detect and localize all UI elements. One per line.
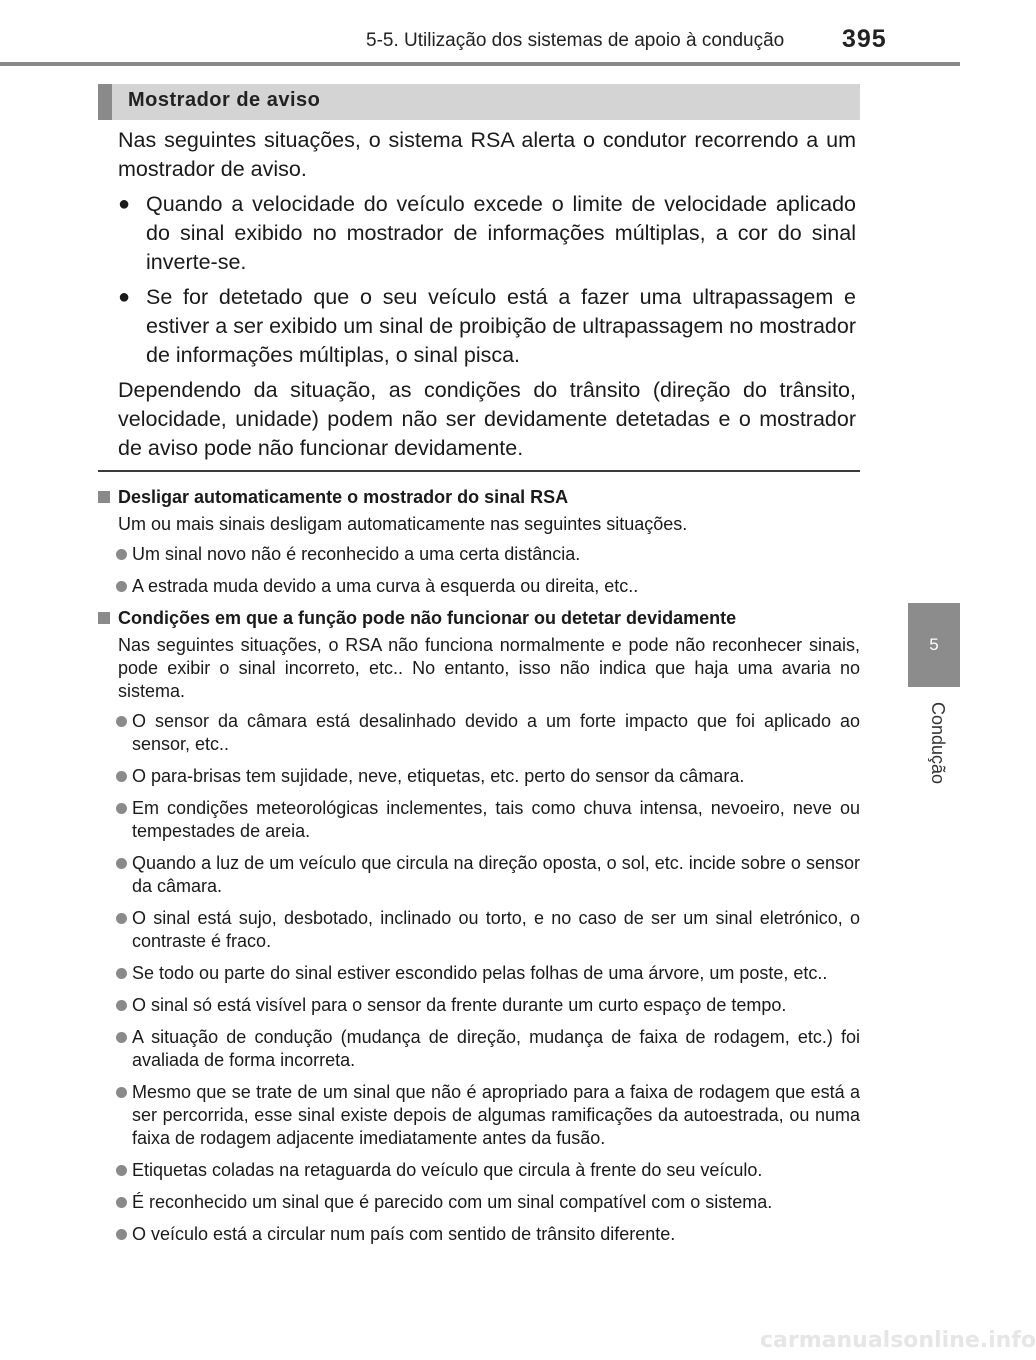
bullet-dot-icon — [116, 1229, 127, 1240]
list-item-text: É reconhecido um sinal que é parecido com um sinal compatível com o sistema. — [132, 1192, 773, 1212]
list-item-text: Etiquetas coladas na retaguarda do veículo que circula à frente do seu veículo. — [132, 1160, 763, 1180]
list-item-text: O veículo está a circular num país com sentido de trânsito diferente. — [132, 1224, 676, 1244]
section-heading — [98, 486, 860, 509]
section-heading — [98, 607, 860, 630]
main-bullet — [118, 283, 856, 370]
list-item — [98, 962, 860, 985]
main-intro: Nas seguintes situações, o sistema RSA alerta o condutor recorrendo a um mostrador de aviso. — [118, 128, 856, 181]
list-item-text: O sinal só está visível para o sensor da frente durante um curto espaço de tempo. — [132, 995, 787, 1015]
bullet-dot-icon — [116, 1087, 127, 1098]
chapter-tab: 5 — [908, 603, 960, 687]
section-divider — [98, 470, 860, 472]
chapter-label: Condução — [928, 702, 948, 785]
list-item-text: Um sinal novo não é reconhecido a uma certa distância. — [132, 544, 581, 564]
bullet-dot-icon — [116, 858, 127, 869]
bullet-dot-icon — [116, 803, 127, 814]
list-item-text: O para-brisas tem sujidade, neve, etiquetas, etc. perto do sensor da câmara. — [132, 766, 745, 786]
notes-area — [98, 486, 860, 1255]
page-number: 395 — [842, 25, 887, 53]
square-bullet-icon — [98, 491, 110, 503]
list-item — [98, 1223, 860, 1246]
list-item-text: Em condições meteorológicas inclementes, tais como chuva intensa, nevoeiro, neve ou tempestades de areia. — [132, 798, 860, 841]
section-title: 5-5. Utilização dos sistemas de apoio à condução — [366, 30, 785, 51]
bullet-dot-icon — [116, 1197, 127, 1208]
list-item-text: Quando a luz de um veículo que circula na direção oposta, o sol, etc. incide sobre o sensor da câmara. — [132, 853, 860, 896]
list-item-text: A estrada muda devido a uma curva à esquerda ou direita, etc.. — [132, 576, 639, 596]
bullet-dot-icon — [116, 968, 127, 979]
warning-box-title: Mostrador de aviso — [128, 89, 321, 111]
section-heading-text: Condições em que a função pode não funcionar ou detetar devidamente — [118, 608, 737, 628]
list-item — [98, 575, 860, 598]
bullet-dot-icon — [116, 771, 127, 782]
list-item — [98, 994, 860, 1017]
header-divider — [0, 62, 960, 66]
main-bullet-text: Quando a velocidade do veículo excede o limite de velocidade aplicado do sinal exibido no mostrador de informações múltiplas, a cor do sinal inverte-se. — [146, 192, 856, 274]
bullet-dot-icon — [116, 1032, 127, 1043]
bullet-dot-icon — [116, 1165, 127, 1176]
list-item — [98, 765, 860, 788]
list-item — [98, 1081, 860, 1150]
section-intro: Um ou mais sinais desligam automaticamente nas seguintes situações. — [118, 514, 688, 534]
list-item — [98, 710, 860, 756]
list-item-text: O sensor da câmara está desalinhado devido a um forte impacto que foi aplicado ao sensor, etc.. — [132, 711, 860, 754]
list-item — [98, 852, 860, 898]
list-item — [98, 797, 860, 843]
section-heading-text: Desligar automaticamente o mostrador do sinal RSA — [118, 487, 569, 507]
list-item-text: Se todo ou parte do sinal estiver escondido pelas folhas de uma árvore, um poste, etc.. — [132, 963, 828, 983]
bullet-dot-icon — [116, 1000, 127, 1011]
list-item-text: Mesmo que se trate de um sinal que não é apropriado para a faixa de rodagem que está a ser percorrida, esse sinal existe depois de algumas ramificações da autoestrada, ou numa faixa de rodagem adjacente imediatamente antes da fusão. — [132, 1082, 860, 1148]
main-content — [118, 126, 856, 469]
section-intro: Nas seguintes situações, o RSA não funciona normalmente e pode não reconhecer sinais, pode exibir o sinal incorreto, etc.. No entanto, isso não indica que haja uma avaria no sistema. — [118, 635, 860, 701]
bullet-dot-icon: ● — [118, 193, 131, 215]
bullet-dot-icon — [116, 913, 127, 924]
list-item-text: O sinal está sujo, desbotado, inclinado ou torto, e no caso de ser um sinal eletrónico, o contraste é fraco. — [132, 908, 860, 951]
list-item-text: A situação de condução (mudança de direção, mudança de faixa de rodagem, etc.) foi avaliada de forma incorreta. — [132, 1027, 860, 1070]
main-bullet-text: Se for detetado que o seu veículo está a fazer uma ultrapassagem e estiver a ser exibido um sinal de proibição de ultrapassagem no mostrador de informações múltiplas, o sinal pisca. — [146, 285, 856, 367]
footer-watermark: carmanualsonline.info — [760, 1328, 1036, 1353]
square-bullet-icon — [98, 612, 110, 624]
list-item — [98, 1191, 860, 1214]
main-bullet — [118, 190, 856, 277]
warning-box-heading — [98, 84, 860, 120]
bullet-dot-icon: ● — [118, 286, 131, 308]
bullet-dot-icon — [116, 581, 127, 592]
list-item — [98, 1159, 860, 1182]
list-item — [98, 543, 860, 566]
main-closing: Dependendo da situação, as condições do trânsito (direção do trânsito, velocidade, unidade) podem não ser devidamente detetadas e o mostrador de aviso pode não funcionar devidamente. — [118, 378, 856, 460]
list-item — [98, 907, 860, 953]
bullet-dot-icon — [116, 716, 127, 727]
bullet-dot-icon — [116, 549, 127, 560]
list-item — [98, 1026, 860, 1072]
